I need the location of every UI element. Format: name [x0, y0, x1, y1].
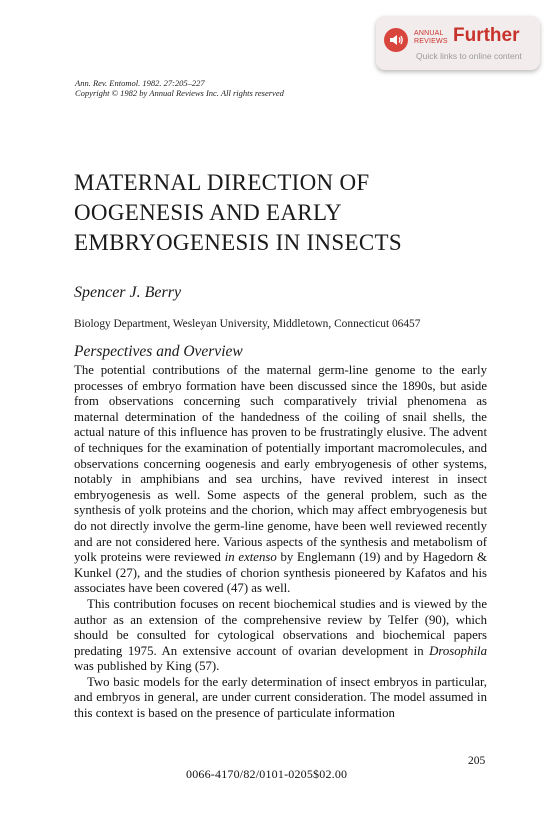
- section-heading: Perspectives and Overview: [74, 343, 243, 360]
- page-number: 205: [468, 755, 486, 767]
- article-code: 0066-4170/82/0101-0205$02.00: [186, 767, 348, 781]
- paragraph: Two basic models for the early determination of insect embryos in particular, and embryos in general, are under current consideration. The model assumed in this context is based on the presence of particulate information: [74, 674, 487, 721]
- author-affiliation: Biology Department, Wesleyan University, Middletown, Connecticut 06457: [74, 318, 421, 330]
- badge-further-label: Further: [453, 25, 520, 46]
- author-name: Spencer J. Berry: [74, 284, 182, 301]
- journal-citation: Ann. Rev. Entomol. 1982. 27:205–227 Copyright © 1982 by Annual Reviews Inc. All rights reserved: [75, 78, 284, 98]
- badge-annual-reviews-label: ANNUAL REVIEWS: [414, 30, 448, 45]
- paragraph: The potential contributions of the maternal germ-line genome to the early processes of embryo formation have been discussed since the 1890s, but aside from observations concerning such comparatively trivial phenomena as maternal determination of the handedness of the coiling of snail shells, the actual nature of this influence has proven to be frustratingly elusive. The advent of techniques for the examination of potentially important macromolecules, and observations concerning oogenesis and early embryogenesis of other systems, notably in amphibians and sea urchins, have revived interest in insect embryogenesis as well. Some aspects of the general problem, such as the synthesis of yolk proteins and the chorion, which may affect embryogenesis but do not directly involve the germ-line genome, have been well reviewed recently and are not considered here. Various aspects of the synthesis and metabolism of yolk proteins were reviewed in extenso by Englemann (19) and by Hagedorn & Kunkel (27), and the studies of chorion synthesis pioneered by Kafatos and his associates have been covered (47) as well.: [74, 363, 488, 596]
- badge-subtitle: Quick links to online content: [416, 51, 522, 61]
- paragraph: This contribution focuses on recent biochemical studies and is viewed by the author as an extension of the comprehensive review by Telfer (90), which should be consulted for cytological observations and biochemical papers predating 1975. An extensive account of ovarian development in Drosophila was published by King (57).: [74, 596, 487, 674]
- article-title: MATERNAL DIRECTION OF OOGENESIS AND EARLY EMBRYOGENESIS IN INSECTS: [74, 170, 402, 255]
- article-body: [74, 363, 487, 722]
- speaker-icon: [384, 28, 408, 52]
- annual-reviews-further-badge[interactable]: [376, 16, 540, 70]
